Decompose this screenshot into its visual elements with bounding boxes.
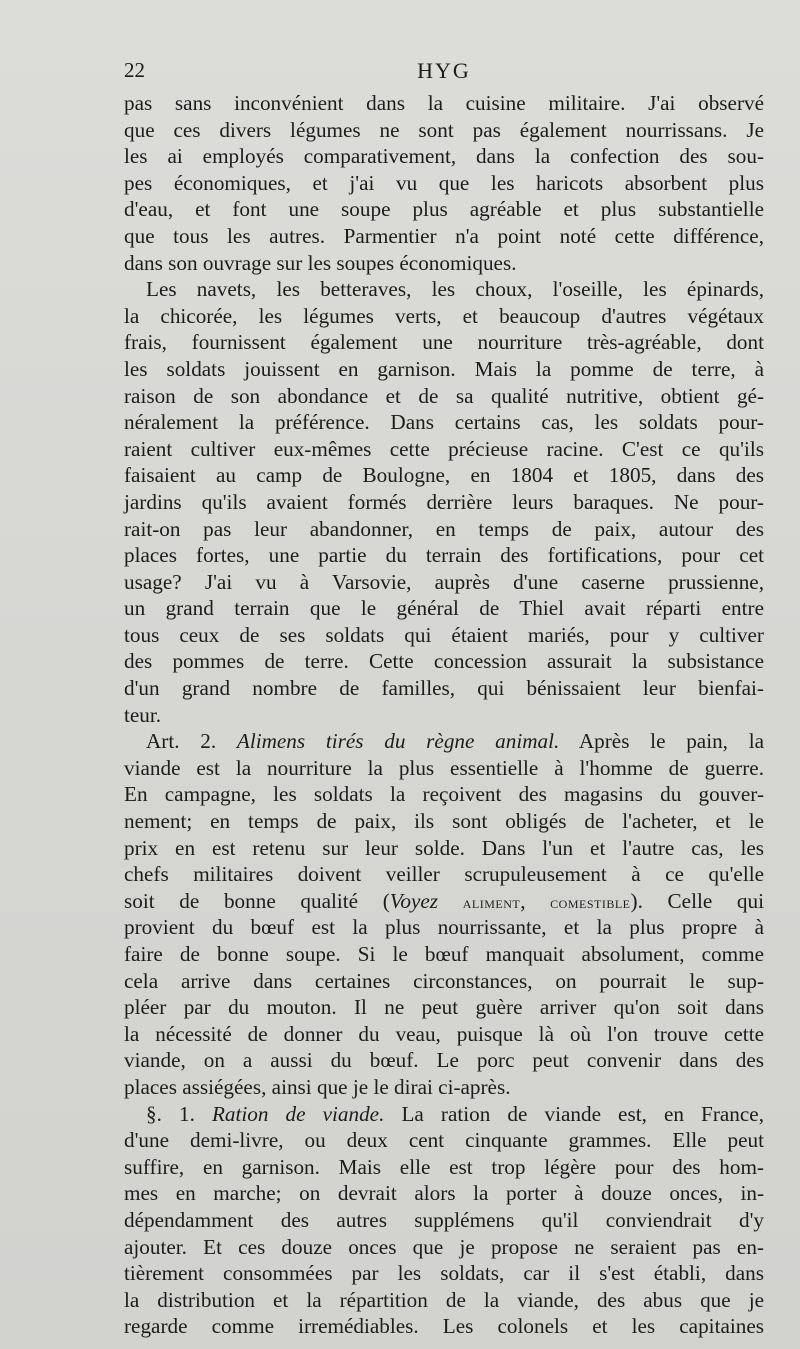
text-line: rait-on pas leur abandonner, en temps de paix, autour des <box>124 516 764 541</box>
text-line: faisaient au camp de Boulogne, en 1804 et 1805, dans des <box>124 463 764 488</box>
text-line: places assiégées, ainsi que je le dirai ci-après. <box>124 1074 511 1099</box>
text-line: la distribution et la répartition de la viande, des abus que je <box>124 1287 764 1312</box>
text-line: les ai employés comparativement, dans la confection des sou- <box>124 144 764 169</box>
text-line: que tous les autres. Parmentier n'a point noté cette différence, <box>124 223 764 248</box>
text-line: les soldats jouissent en garnison. Mais la pomme de terre, à <box>124 356 764 381</box>
text-line: nement; en temps de paix, ils sont obligés de l'acheter, et le <box>124 809 764 834</box>
text-line: que ces divers légumes ne sont pas également nourrissans. Je <box>124 117 764 142</box>
text-line: la nécessité de donner du veau, puisque là où l'on trouve cette <box>124 1021 764 1046</box>
text-line: Les navets, les betteraves, les choux, l'oseille, les épinards, <box>146 277 764 302</box>
text-line: pas sans inconvénient dans la cuisine militaire. J'ai observé <box>124 91 764 115</box>
text-line: frais, fournissent également une nourriture très-agréable, dont <box>124 330 764 355</box>
section1-label: §. 1. <box>146 1101 212 1126</box>
text-line: jardins qu'ils avaient formés derrière leurs baraques. Ne pour- <box>124 489 764 514</box>
running-head: HYG <box>417 58 471 83</box>
text-line: d'un grand nombre de familles, qui bénissaient leur bienfai- <box>124 676 764 701</box>
text-line: places fortes, une partie du terrain des fortifications, pour cet <box>124 543 764 568</box>
text-line: prix en est retenu sur leur solde. Dans l'un et l'autre cas, les <box>124 835 764 860</box>
text-line-art2: Art. 2. Alimens tirés du règne animal. Après le pain, la <box>146 729 764 754</box>
text-line: tous ceux de ses soldats qui étaient mariés, pour y cultiver <box>124 622 764 647</box>
text-line: En campagne, les soldats la reçoivent des magasins du gouver- <box>124 782 764 807</box>
section1-heading: Ration de viande. <box>211 1101 385 1126</box>
text-line: teur. <box>124 702 162 727</box>
text-line: regarde comme irremédiables. Les colonels et les capitaines <box>124 1314 764 1339</box>
text-line: viande est la nourriture la plus essentielle à l'homme de guerre. <box>124 755 764 780</box>
body-text <box>124 90 764 1340</box>
cross-reference-comestible: comestible <box>550 892 631 912</box>
text-line-cross-reference: soit de bonne qualité (Voyez aliment, comestible). Celle qui <box>124 888 764 913</box>
text-line: raient cultiver eux-mêmes cette précieuse racine. C'est ce qu'ils <box>124 436 764 461</box>
voyez-label: Voyez <box>389 888 439 913</box>
text-line: un grand terrain que le général de Thiel avait réparti entre <box>124 596 764 621</box>
text-line: usage? J'ai vu à Varsovie, auprès d'une caserne prussienne, <box>124 569 764 594</box>
text-line: chefs militaires doivent veiller scrupuleusement à ce qu'elle <box>124 862 764 887</box>
text-line: mes en marche; on devrait alors la porter à douze onces, in- <box>124 1181 764 1206</box>
text-line: néralement la préférence. Dans certains cas, les soldats pour- <box>124 410 764 435</box>
text-line: pléer par du mouton. Il ne peut guère arriver qu'on soit dans <box>124 995 764 1020</box>
text-line: tièrement consommées par les soldats, car il s'est établi, dans <box>124 1261 764 1286</box>
text-line: viande, on a aussi du bœuf. Le porc peut convenir dans des <box>124 1048 764 1073</box>
page-header <box>124 58 764 88</box>
text-line: la chicorée, les légumes verts, et beaucoup d'autres végétaux <box>124 303 764 328</box>
text-line-section1: §. 1. Ration de viande. La ration de viande est, en France, <box>146 1101 764 1126</box>
text-line: d'une demi-livre, ou deux cent cinquante grammes. Elle peut <box>124 1128 764 1153</box>
text-line: suffire, en garnison. Mais elle est trop légère pour des hom- <box>124 1154 764 1179</box>
art2-heading: Alimens tirés du règne animal. <box>236 729 560 754</box>
page-number: 22 <box>124 58 145 82</box>
art2-label: Art. 2. <box>146 729 237 754</box>
text-line: dépendamment des autres supplémens qu'il conviendrait d'y <box>124 1207 764 1232</box>
text-line: raison de son abondance et de sa qualité nutritive, obtient gé- <box>124 383 764 408</box>
text-line: cela arrive dans certaines circonstances, on pourrait le sup- <box>124 968 764 993</box>
text-line: d'eau, et font une soupe plus agréable et plus substantielle <box>124 197 764 222</box>
text-line: faire de bonne soupe. Si le bœuf manquait absolument, comme <box>124 942 764 966</box>
text-line: pes économiques, et j'ai vu que les haricots absorbent plus <box>124 170 764 195</box>
text-line: provient du bœuf est la plus nourrissante, et la plus propre à <box>124 915 764 940</box>
text-line: ajouter. Et ces douze onces que je propose ne seraient pas en- <box>124 1234 764 1259</box>
text-line: dans son ouvrage sur les soupes économiques. <box>124 250 517 275</box>
cross-reference-aliment: aliment <box>462 892 521 912</box>
text-line: des pommes de terre. Cette concession assurait la subsistance <box>124 649 764 674</box>
